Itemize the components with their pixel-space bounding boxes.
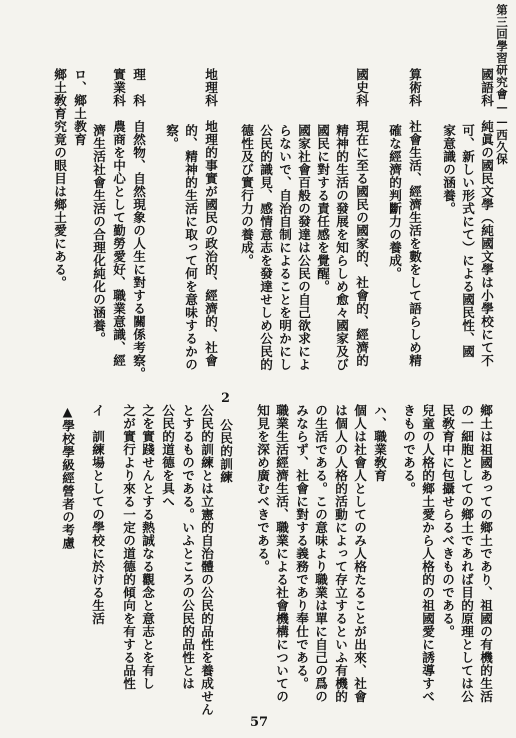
text-column: 的、精神的生活に取って何を意味するかの xyxy=(183,124,198,371)
text-column: 精神的生活の發展を知らしめ愈々國家及び xyxy=(334,124,349,371)
text-column: 德性及び實行力の養成。 xyxy=(239,124,254,267)
text-column: 理 科 自然物、自然現象の人生に對する關係考察。 xyxy=(131,68,146,380)
text-column: 公民的訓練とは立憲的自治體の公民的品性を養成せん xyxy=(199,404,214,716)
text-column: みならず、社會に對する義務であり奉仕である。 xyxy=(294,404,309,690)
text-column: 可、新しい形式にて）による國民性、國 xyxy=(460,124,475,358)
text-column: 公民的識見、感情意志を發達せしめ公民的 xyxy=(258,124,273,371)
text-column: 地理科 地理的事實が國民の政治的、經濟的、社會 xyxy=(203,68,218,367)
text-column: 個人は社會人としてのみ人格たることが出來、社會 xyxy=(352,404,367,703)
text-column: 民敎育中に包攝せらるべきものである。 xyxy=(440,404,455,638)
text-column: 察。 xyxy=(164,124,179,150)
text-column: とするものである。いふところの公民的品性とは xyxy=(180,404,195,690)
text-column: 實業科 農商を中心として勤勞愛好、職業意識、經 xyxy=(111,68,126,367)
text-column: 國語科 純眞の國民文學（純國文學は小學校にて不 xyxy=(479,68,494,367)
text-column: 公民的道德を具へ xyxy=(160,404,175,508)
text-column: 之を實踐せんとする熱誠なる觀念と意志とを有し xyxy=(140,404,155,690)
text-column: 之が實行より來る一定の道德的傾向を有する品性 xyxy=(121,404,136,690)
section-heading: イ 訓練場としての學校に於ける生活 xyxy=(90,404,105,625)
text-column: の一細胞としての鄉土であれば目的原理としては公 xyxy=(459,404,474,703)
text-column: 知見を深め廣むべきである。 xyxy=(255,404,270,573)
text-column: 確な經濟的判斷力の養成。 xyxy=(387,124,402,280)
section-heading: ハ、職業敎育 xyxy=(372,404,387,482)
text-column: 兒童の人格的鄉土愛から人格的の祖國愛に誘導すべ xyxy=(420,404,435,703)
section-heading: 2 公民的訓練 xyxy=(218,390,233,484)
text-column: 鄉土は祖國あっての鄉土であり、祖國の有機的生活 xyxy=(478,404,493,703)
section-heading: ▲學校學級經營者の考慮 xyxy=(60,404,75,550)
text-column: の生活である。この意味より職業は單に自己の爲の xyxy=(313,404,328,703)
text-column: 國史科 現在に至る國民の國家的、社會的、經濟的 xyxy=(354,68,369,367)
text-column: 鄉土敎育究竟の眼目は鄉土愛にある。 xyxy=(52,68,67,289)
section-heading: ロ、鄉土教育 xyxy=(72,68,87,146)
running-head: 第三回學習研究會——西久保 xyxy=(495,4,509,165)
text-column: きものである。 xyxy=(401,404,416,495)
text-column: は個人の人格的活動によって存立するといふ有機的 xyxy=(333,404,348,703)
text-column: 國民に對する責任感を覺醒。 xyxy=(315,124,330,293)
text-column: 國家社會百般の發達は公民の自己欲求によ xyxy=(296,124,311,371)
page-number: 57 xyxy=(249,715,269,730)
text-column: らないで、自治自制によることを明かにし xyxy=(277,124,292,371)
text-column: 濟生活社會生活の合理化純化の涵養。 xyxy=(91,124,106,345)
text-column: 算術科 社會生活、經濟生活を數をして語らしめ精 xyxy=(407,68,422,367)
text-column: 家意識の涵養。 xyxy=(441,124,456,215)
text-column: 職業生活經濟生活、職業による社會機構についての xyxy=(274,404,289,703)
